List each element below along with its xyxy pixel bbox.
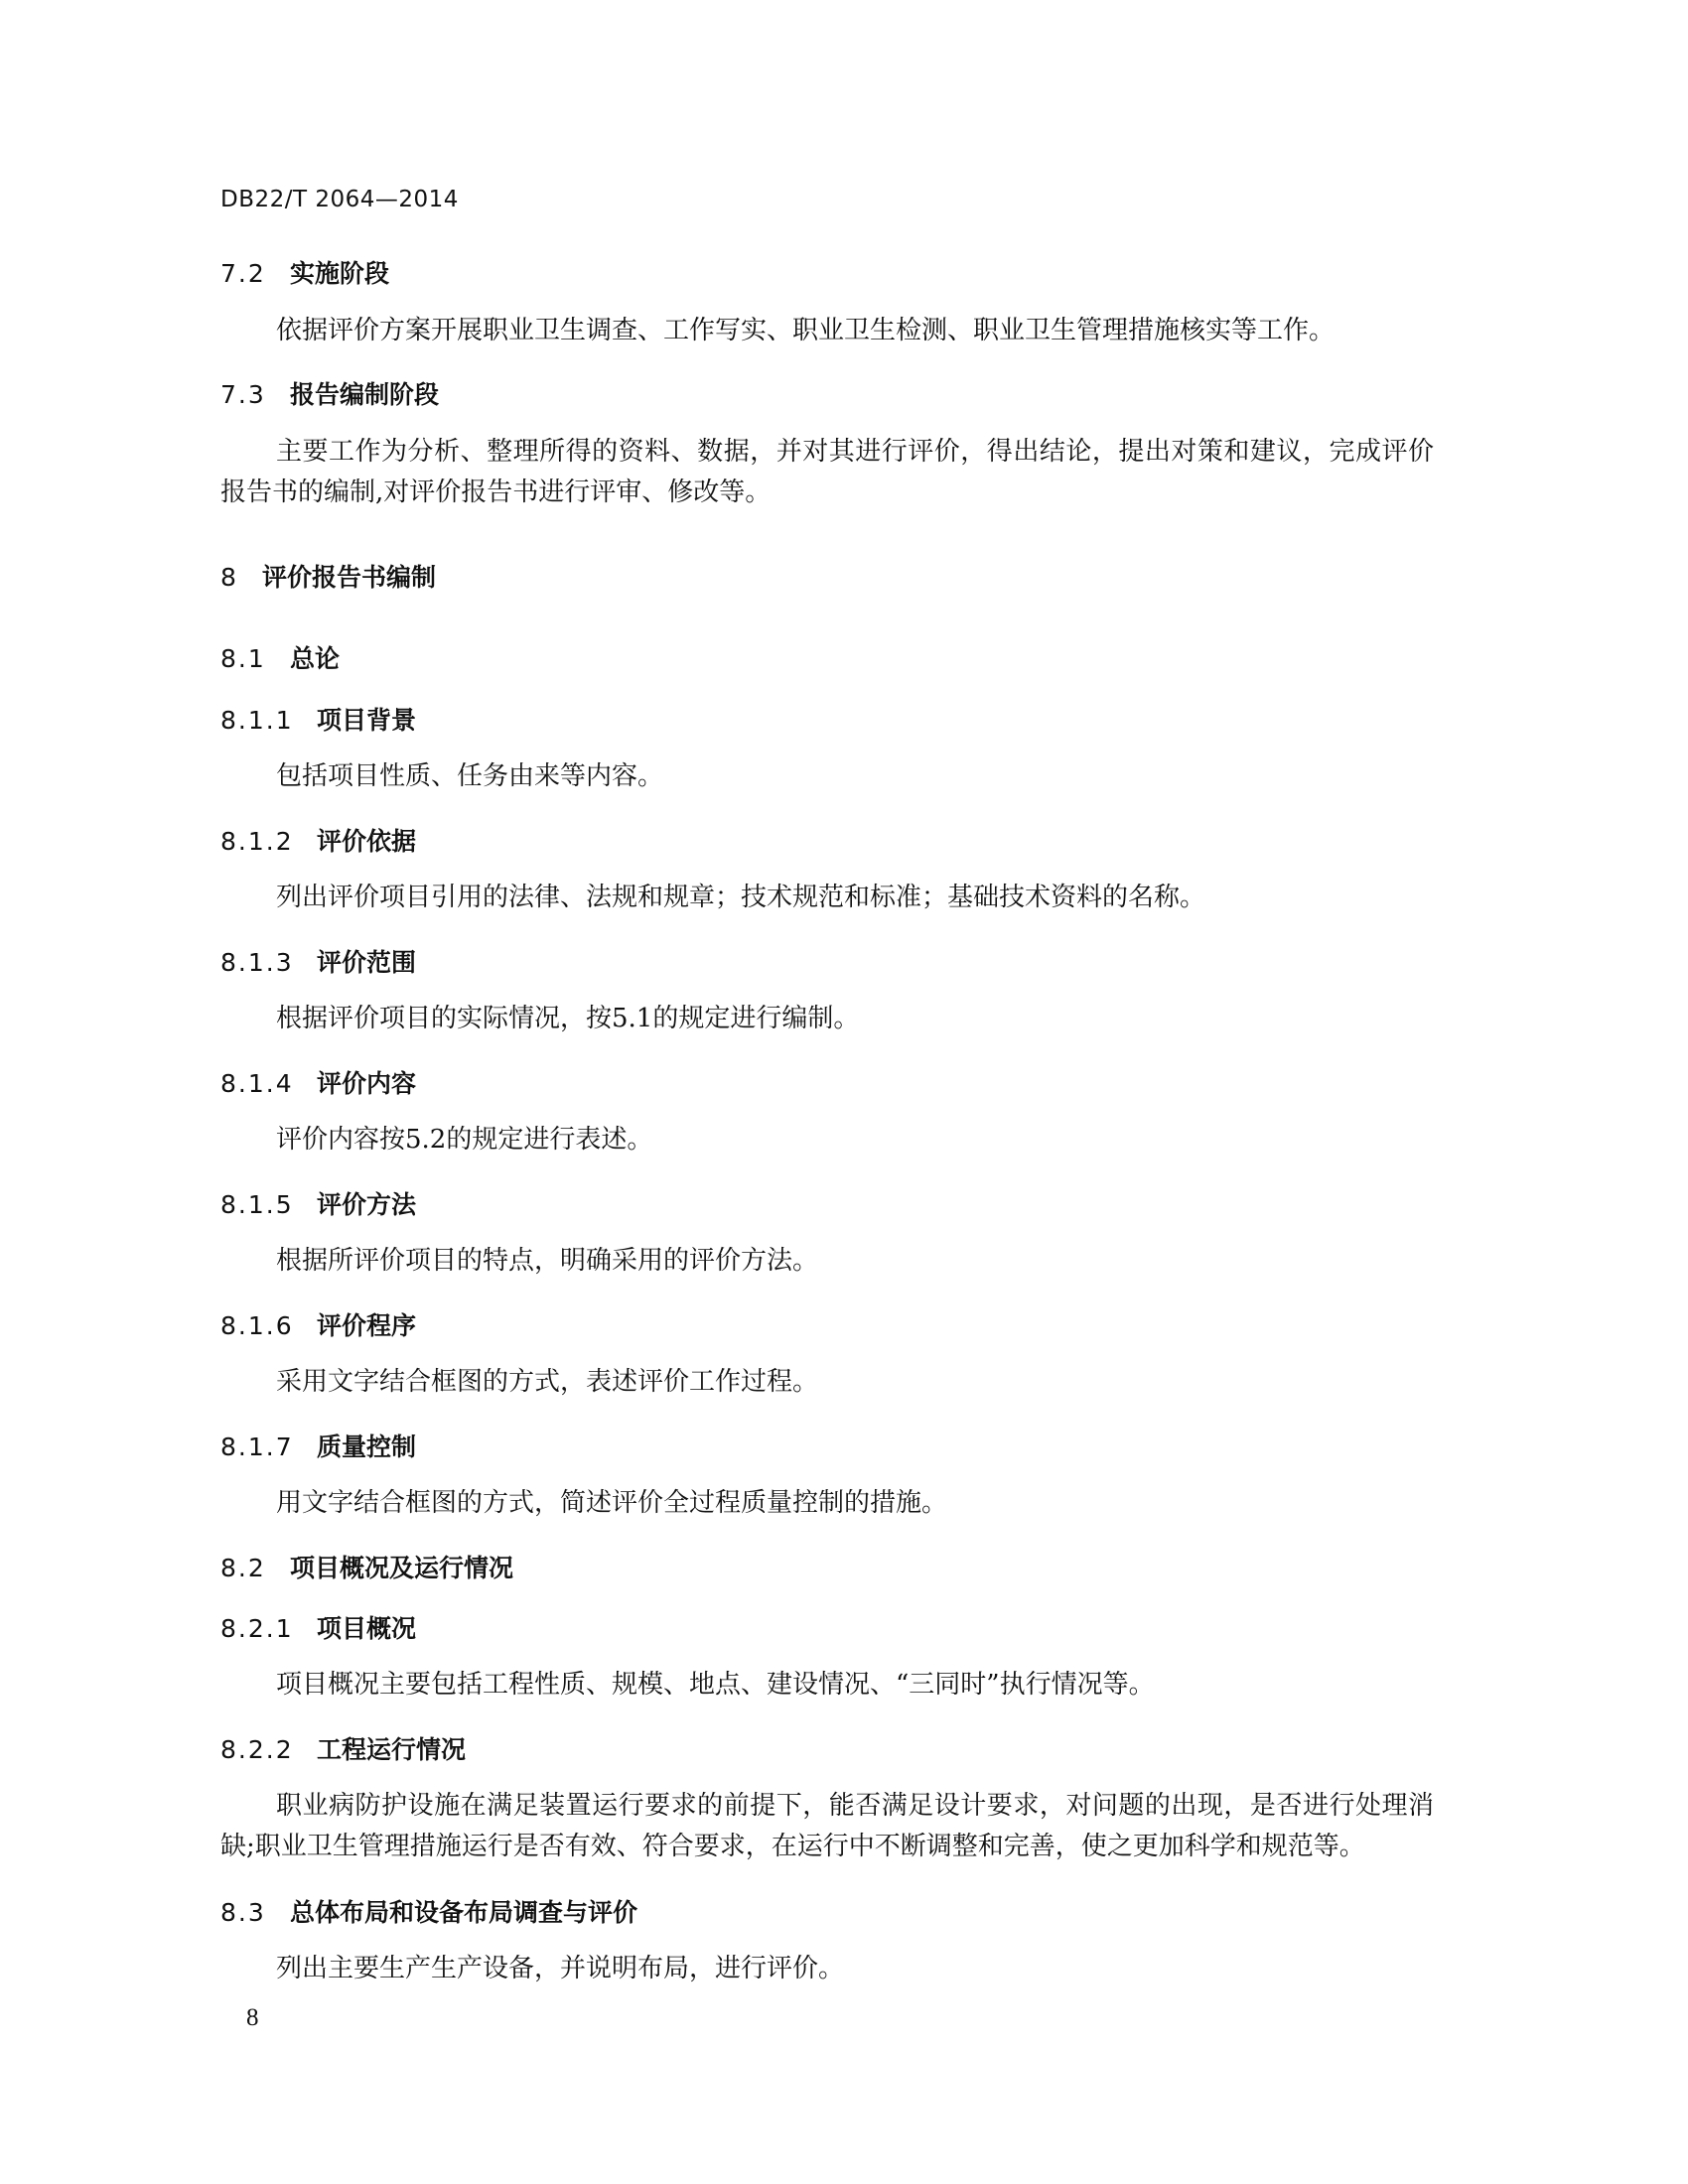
section-number: 8.1.6 xyxy=(220,1311,294,1340)
paragraph-7-3: 主要工作为分析、整理所得的资料、数据，并对其进行评价，得出结论，提出对策和建议，完成评价报告书的编制,对评价报告书进行评审、修改等。 xyxy=(220,437,1434,507)
section-number: 8.2.1 xyxy=(220,1614,294,1643)
section-number: 7.2 xyxy=(220,259,266,288)
section-number: 8.2 xyxy=(220,1554,266,1582)
section-number: 8.3 xyxy=(220,1898,266,1927)
section-title: 评价依据 xyxy=(317,827,417,856)
section-title: 评价内容 xyxy=(317,1069,417,1098)
section-heading-8-2-1 xyxy=(220,1609,416,1645)
document-code: DB22/T 2064—2014 xyxy=(220,187,459,212)
section-title: 项目概况 xyxy=(317,1614,417,1643)
section-title: 实施阶段 xyxy=(290,259,390,288)
section-heading-7-3 xyxy=(220,375,439,411)
paragraph-8-1-3: 根据评价项目的实际情况，按5.1的规定进行编制。 xyxy=(276,1004,860,1033)
section-title: 评价方法 xyxy=(317,1190,417,1219)
section-heading-8-1 xyxy=(220,639,340,675)
page-number: 8 xyxy=(246,2004,259,2031)
section-heading-8-1-6 xyxy=(220,1306,416,1342)
section-title: 项目背景 xyxy=(317,706,417,735)
section-number: 8.1.1 xyxy=(220,706,294,735)
section-title: 报告编制阶段 xyxy=(290,380,440,409)
paragraph-8-1-2: 列出评价项目引用的法律、法规和规章；技术规范和标准；基础技术资料的名称。 xyxy=(276,883,1206,912)
section-title: 评价程序 xyxy=(317,1311,417,1340)
paragraph-8-3: 列出主要生产生产设备，并说明布局，进行评价。 xyxy=(276,1954,845,1983)
section-title: 评价范围 xyxy=(317,948,417,977)
section-heading-8-2-2 xyxy=(220,1730,466,1766)
section-title: 评价报告书编制 xyxy=(262,563,437,592)
paragraph-8-1-4: 评价内容按5.2的规定进行表述。 xyxy=(276,1125,653,1155)
section-title: 质量控制 xyxy=(317,1433,417,1461)
section-heading-8-3 xyxy=(220,1893,637,1929)
section-heading-8-1-4 xyxy=(220,1064,416,1100)
section-number: 8.1.7 xyxy=(220,1433,294,1461)
paragraph-8-1-6: 采用文字结合框图的方式，表述评价工作过程。 xyxy=(276,1367,819,1397)
section-number: 8 xyxy=(220,563,238,592)
section-heading-7-2 xyxy=(220,254,389,290)
paragraph-7-2: 依据评价方案开展职业卫生调查、工作写实、职业卫生检测、职业卫生管理措施核实等工作。 xyxy=(276,316,1336,345)
section-heading-8-1-7 xyxy=(220,1428,416,1463)
section-heading-8-1-1 xyxy=(220,701,416,737)
section-heading-8-2 xyxy=(220,1549,513,1584)
section-number: 8.1.2 xyxy=(220,827,294,856)
section-title: 工程运行情况 xyxy=(317,1735,467,1764)
section-heading-8-1-2 xyxy=(220,822,416,858)
paragraph-8-2-1: 项目概况主要包括工程性质、规模、地点、建设情况、“三同时”执行情况等。 xyxy=(276,1670,1155,1700)
section-heading-8-1-5 xyxy=(220,1185,416,1221)
section-number: 8.1.4 xyxy=(220,1069,294,1098)
paragraph-8-1-1: 包括项目性质、任务由来等内容。 xyxy=(276,761,664,791)
section-number: 7.3 xyxy=(220,380,266,409)
section-number: 8.1.5 xyxy=(220,1190,294,1219)
section-heading-8 xyxy=(220,558,436,594)
section-title: 总论 xyxy=(290,644,341,673)
paragraph-8-1-7: 用文字结合框图的方式，简述评价全过程质量控制的措施。 xyxy=(276,1488,948,1518)
section-number: 8.2.2 xyxy=(220,1735,294,1764)
section-title: 总体布局和设备布局调查与评价 xyxy=(290,1898,638,1927)
paragraph-8-2-2: 职业病防护设施在满足装置运行要求的前提下，能否满足设计要求，对问题的出现，是否进行处理消缺;职业卫生管理措施运行是否有效、符合要求，在运行中不断调整和完善，使之更加科学和规范等。 xyxy=(220,1791,1434,1861)
section-number: 8.1 xyxy=(220,644,266,673)
section-number: 8.1.3 xyxy=(220,948,294,977)
section-title: 项目概况及运行情况 xyxy=(290,1554,514,1582)
paragraph-8-1-5: 根据所评价项目的特点，明确采用的评价方法。 xyxy=(276,1246,819,1276)
section-heading-8-1-3 xyxy=(220,943,416,979)
